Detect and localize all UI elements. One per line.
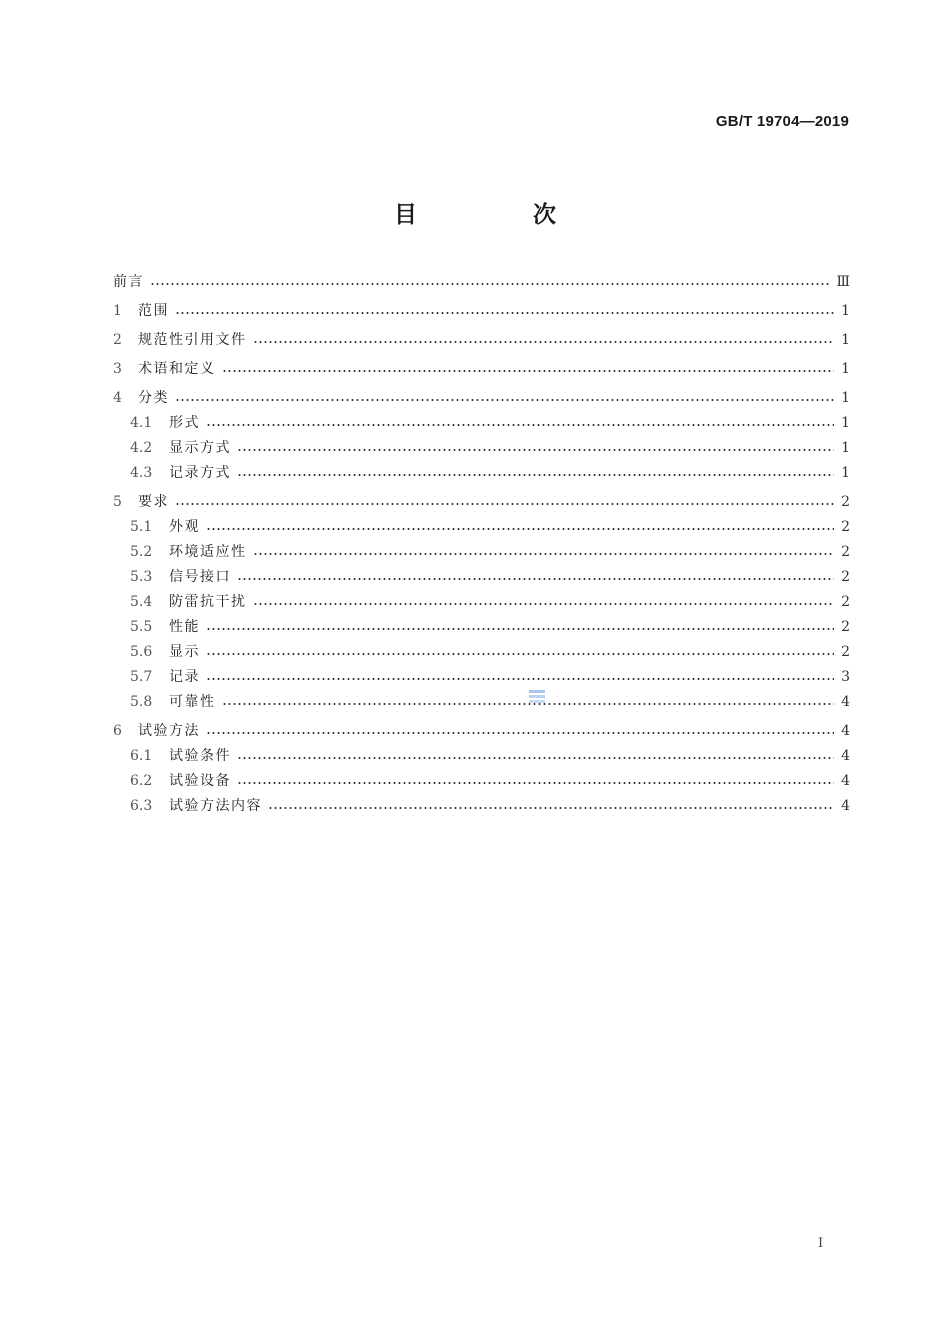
toc-entry-label: 显示方式: [169, 440, 231, 456]
toc-entry[interactable]: [113, 386, 850, 411]
toc-entry-page: 4: [841, 694, 850, 710]
toc-entry[interactable]: [113, 615, 850, 640]
toc-entry[interactable]: [113, 719, 850, 744]
toc-entry-page: 1: [841, 361, 850, 377]
standard-code: GB/T 19704—2019: [715, 113, 849, 130]
page-number: I: [818, 1236, 824, 1251]
dot-leader: [237, 578, 834, 580]
toc-entry-page: 2: [841, 644, 850, 660]
dot-leader: [206, 628, 834, 630]
toc-entry-label: 前言: [113, 274, 144, 290]
toc-entry-page: Ⅲ: [836, 274, 850, 290]
dot-leader: [175, 312, 834, 314]
toc-entry-number: 5.8: [130, 694, 153, 710]
dot-leader: [237, 449, 834, 451]
toc-entry-page: 4: [841, 798, 850, 814]
toc-entry-number: 6: [113, 723, 122, 739]
toc-entry-number: 5.1: [130, 519, 153, 535]
toc-entry-label: 分类: [138, 390, 169, 406]
toc-entry-number: 4: [113, 390, 122, 406]
dot-leader: [175, 503, 834, 505]
toc-entry-number: 6.1: [130, 748, 153, 764]
toc-entry[interactable]: [113, 794, 850, 819]
dot-leader: [253, 341, 835, 343]
toc-entry-number: 2: [113, 332, 122, 348]
toc-entry[interactable]: [113, 565, 850, 590]
toc-entry-number: 4.3: [130, 465, 153, 481]
toc-entry-page: 1: [841, 303, 850, 319]
toc-entry-label: 外观: [169, 519, 200, 535]
toc-entry[interactable]: [113, 357, 850, 382]
toc-entry-label: 规范性引用文件: [138, 332, 247, 348]
toc-entry[interactable]: [113, 665, 850, 690]
dot-leader: [206, 528, 834, 530]
toc-entry-page: 2: [841, 544, 850, 560]
toc-entry-label: 形式: [169, 415, 200, 431]
toc-entry[interactable]: [113, 328, 850, 353]
toc-entry-label: 记录: [169, 669, 200, 685]
toc-entry-label: 信号接口: [169, 569, 231, 585]
toc-entry-page: 2: [841, 569, 850, 585]
toc-entry-page: 1: [841, 415, 850, 431]
toc-entry-page: 1: [841, 390, 850, 406]
toc-entry-number: 6.3: [130, 798, 153, 814]
dot-leader: [268, 807, 834, 809]
page-title: 目 次: [393, 202, 610, 228]
toc-entry[interactable]: [113, 515, 850, 540]
toc-entry-number: 5.5: [130, 619, 153, 635]
dot-leader: [206, 732, 834, 734]
table-of-contents: [113, 270, 850, 819]
toc-entry-number: 5: [113, 494, 122, 510]
toc-entry-page: 4: [841, 748, 850, 764]
watermark-stamp-icon: [527, 686, 547, 706]
toc-entry-number: 5.4: [130, 594, 153, 610]
toc-entry-page: 4: [841, 773, 850, 789]
toc-entry-label: 防雷抗干扰: [169, 594, 247, 610]
toc-entry-label: 范围: [138, 303, 169, 319]
toc-entry-page: 4: [841, 723, 850, 739]
dot-leader: [206, 678, 834, 680]
toc-entry-label: 试验方法: [138, 723, 200, 739]
toc-entry-page: 1: [841, 465, 850, 481]
dot-leader: [222, 370, 835, 372]
dot-leader: [253, 553, 835, 555]
toc-entry[interactable]: [113, 436, 850, 461]
dot-leader: [237, 474, 834, 476]
dot-leader: [237, 757, 834, 759]
toc-entry[interactable]: [113, 690, 850, 715]
toc-entry-label: 环境适应性: [169, 544, 247, 560]
dot-leader: [175, 399, 834, 401]
toc-entry[interactable]: [113, 744, 850, 769]
toc-entry-page: 2: [841, 619, 850, 635]
dot-leader: [206, 424, 834, 426]
toc-entry-page: 2: [841, 494, 850, 510]
toc-entry-number: 5.7: [130, 669, 153, 685]
toc-entry-label: 显示: [169, 644, 200, 660]
toc-entry-number: 6.2: [130, 773, 153, 789]
toc-entry[interactable]: [113, 590, 850, 615]
toc-entry-number: 4.1: [130, 415, 153, 431]
toc-entry[interactable]: [113, 270, 850, 295]
toc-entry-number: 4.2: [130, 440, 153, 456]
toc-entry[interactable]: [113, 540, 850, 565]
toc-entry-page: 1: [841, 332, 850, 348]
toc-entry[interactable]: [113, 769, 850, 794]
dot-leader: [237, 782, 834, 784]
toc-entry[interactable]: [113, 411, 850, 436]
toc-entry-label: 术语和定义: [138, 361, 216, 377]
dot-leader: [150, 283, 830, 285]
toc-entry-number: 5.3: [130, 569, 153, 585]
toc-entry-page: 1: [841, 440, 850, 456]
toc-entry[interactable]: [113, 461, 850, 486]
toc-entry-number: 3: [113, 361, 122, 377]
toc-entry[interactable]: [113, 490, 850, 515]
toc-entry-number: 5.6: [130, 644, 153, 660]
toc-entry-number: 1: [113, 303, 122, 319]
toc-entry-number: 5.2: [130, 544, 153, 560]
toc-entry-page: 2: [841, 594, 850, 610]
toc-entry[interactable]: [113, 640, 850, 665]
toc-entry-label: 试验条件: [169, 748, 231, 764]
toc-entry-label: 试验设备: [169, 773, 231, 789]
toc-entry-label: 记录方式: [169, 465, 231, 481]
toc-entry-page: 3: [841, 669, 850, 685]
dot-leader: [253, 603, 835, 605]
toc-entry[interactable]: [113, 299, 850, 324]
dot-leader: [206, 653, 834, 655]
toc-entry-label: 要求: [138, 494, 169, 510]
toc-entry-label: 试验方法内容: [169, 798, 262, 814]
toc-entry-page: 2: [841, 519, 850, 535]
toc-entry-label: 可靠性: [169, 694, 216, 710]
toc-entry-label: 性能: [169, 619, 200, 635]
